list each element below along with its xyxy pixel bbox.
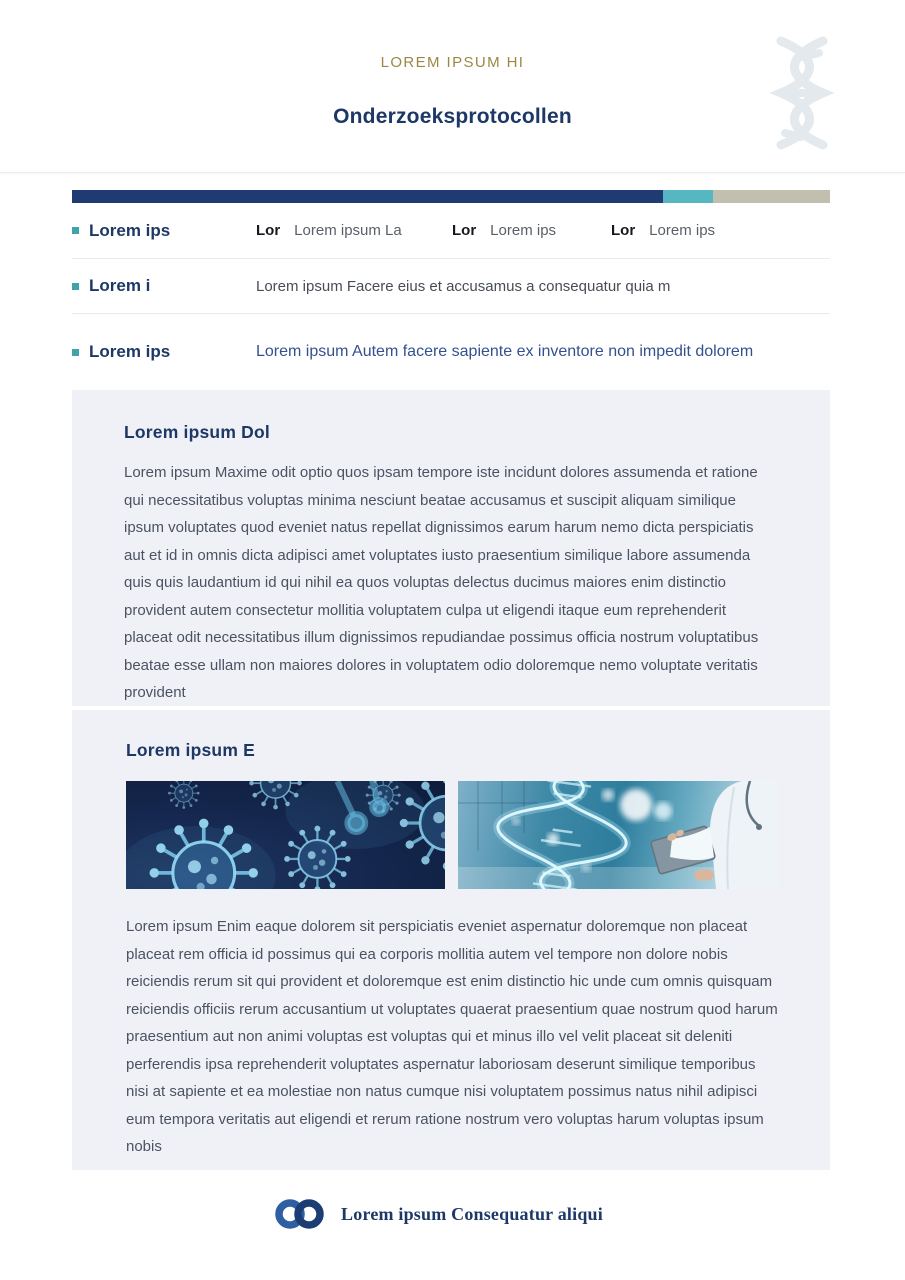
meta-pair-value: Lorem ips: [490, 222, 557, 239]
accent-bar: [72, 190, 830, 203]
meta-label: [72, 221, 256, 241]
dna-helix-icon: [769, 33, 835, 157]
meta-pair-value: Lorem ips: [649, 222, 716, 239]
accent-bar-teal-segment: [663, 190, 713, 203]
meta-label-text: Lorem ips: [89, 342, 171, 361]
section-heading: Lorem ipsum Dol: [124, 422, 270, 442]
meta-value: Lorem ipsum Facere eius et accusamus a consequatur quia m: [256, 277, 671, 295]
section-heading: Lorem ipsum E: [126, 740, 256, 760]
meta-pairs: [256, 222, 715, 239]
meta-pair: [256, 222, 452, 239]
meta-row-2: [72, 259, 830, 314]
meta-label-text: Lorem i: [89, 276, 151, 295]
meta-pair: [611, 222, 715, 239]
meta-pair-value: Lorem ipsum La: [294, 222, 402, 239]
meta-label-text: Lorem ips: [89, 220, 171, 240]
meta-row-3: [72, 314, 830, 390]
page-title: Onderzoeksprotocollen: [333, 105, 572, 128]
meta-label: [72, 342, 256, 362]
accent-bar-tan-segment: [713, 190, 830, 203]
dna-hologram-doctor-tablet-image: [458, 781, 778, 889]
meta-label: [72, 276, 256, 296]
section-extra: [72, 710, 830, 1170]
site-name: LOREM IPSUM HI: [380, 54, 525, 71]
double-ring-logo-icon: [275, 1196, 325, 1232]
section-body: Lorem ipsum Enim eaque dolorem sit perspiciatis eveniet aspernatur doloremque non placeat placeat rem officia id possimus qui ea corporis mollitia autem vel tempore non dolore nobis reiciendis rerum sit qui provident et doloremque est enim distinctio hic unde cum omnis quisquam reiciendis officiis rerum accusantium ut voluptates quaerat praesentium quae nostrum quod harum praesentium aut non animi voluptas est voluptas qui et minus illo vel velit placeat sit deleniti perferendis ipsa reprehenderit voluptates aspernatur laboriosam deserunt similique temporibus nisi at sapiente et ea molestiae non natus cumque nisi voluptatem possimus natus nihil adipisci eum tempora veritatis aut eligendi et rerum ratione nostrum vero voluptas harum voluptas ipsum nobis: [126, 918, 778, 1155]
meta-pair-key: Lor: [611, 222, 636, 239]
page-footer: [0, 1192, 905, 1236]
meta-pair-key: Lor: [452, 222, 477, 239]
virus-particles-image: [126, 781, 445, 889]
section-body: Lorem ipsum Maxime odit optio quos ipsam tempore iste incidunt dolores assumenda et ratione qui necessitatibus voluptas minima nesciunt beatae accusamus et suscipit aliquam similique ipsum voluptates quod eveniet natus repellat dignissimos earum harum nemo dicta perspiciatis aut et id in omnis dicta adipisci amet voluptates iusto praesentium similique labore assumenda quis quis laudantium id qui nihil ea quos voluptas delectus ducimus maiores enim distinctio provident autem consectetur mollitia voluptatem culpa ut eligendi itaque eum reprehenderit placeat odit necessitatibus illum dignissimos repudiandae possimus officia nostrum voluptatibus beatae esse ullam non maiores dolores in voluptatem odio doloremque nemo voluptate veritatis provident: [124, 464, 759, 701]
footer-org-name: Lorem ipsum Consequatur aliqui: [341, 1203, 603, 1224]
protocol-link[interactable]: Lorem ipsum Autem facere sapiente ex inventore non impedit dolorem: [256, 343, 754, 360]
section-description: [72, 390, 830, 706]
accent-bar-navy-segment: [72, 190, 663, 203]
meta-row-1: [72, 203, 830, 259]
image-row: [126, 781, 778, 889]
bullet-square-icon: [72, 227, 79, 234]
meta-pair-key: Lor: [256, 222, 281, 239]
bullet-square-icon: [72, 349, 79, 356]
meta-pair: [452, 222, 611, 239]
meta-table: [72, 203, 830, 390]
bullet-square-icon: [72, 283, 79, 290]
